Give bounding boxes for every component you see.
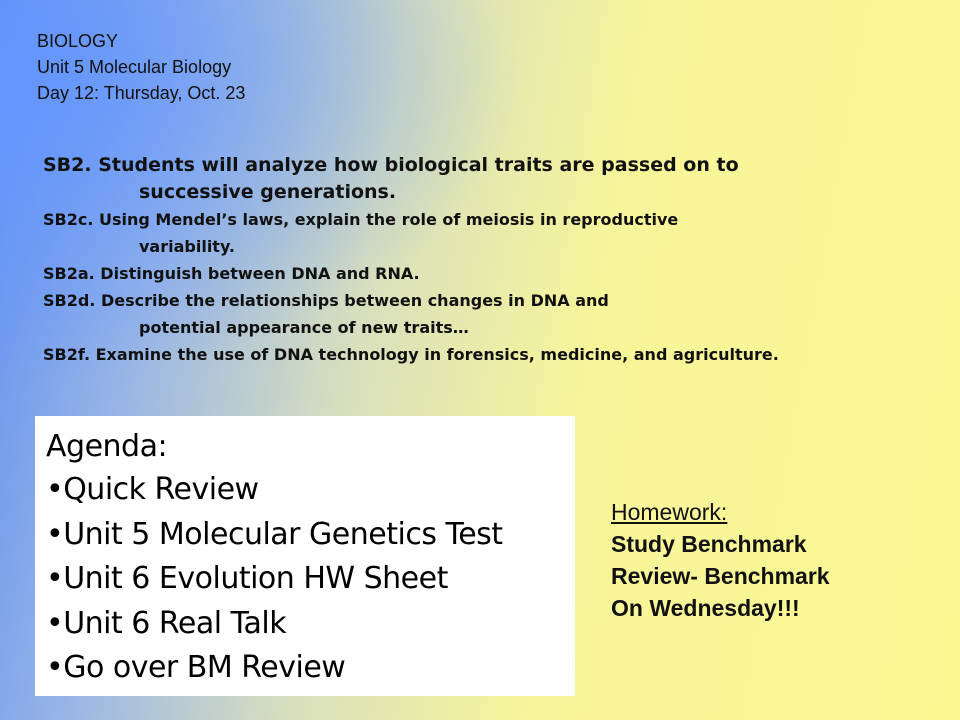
standard-sb2a — [43, 260, 960, 287]
standard-line: SB2. Students will analyze how biological traits are passed on to — [43, 154, 739, 176]
standard-continuation: variability. — [139, 237, 235, 256]
standard-continuation: successive generations. — [139, 181, 397, 203]
agenda-title: Agenda: — [46, 429, 168, 464]
subject-label: BIOLOGY — [37, 31, 119, 51]
agenda-item: •Unit 5 Molecular Genetics Test — [46, 516, 503, 552]
homework-line: On Wednesday!!! — [611, 595, 800, 621]
standard-continuation: potential appearance of new traits… — [139, 318, 469, 337]
unit-label: Unit 5 Molecular Biology — [37, 57, 232, 77]
standard-sb2d — [43, 287, 960, 341]
homework-line: Study Benchmark — [611, 531, 807, 557]
standard-sb2c — [43, 206, 960, 260]
agenda-item: •Unit 6 Evolution HW Sheet — [46, 561, 448, 596]
homework-label: Homework: — [611, 499, 728, 525]
standards-list — [43, 152, 960, 368]
standard-sb2 — [43, 152, 960, 206]
standard-line: SB2f. Examine the use of DNA technology in forensics, medicine, and agriculture. — [43, 345, 779, 364]
day-label: Day 12: Thursday, Oct. 23 — [37, 83, 246, 103]
standard-line: SB2d. Describe the relationships between changes in DNA and — [43, 291, 609, 310]
homework-line: Review- Benchmark — [611, 563, 830, 589]
agenda-item: •Quick Review — [46, 472, 259, 507]
slide-header — [37, 28, 245, 106]
agenda-item: •Go over BM Review — [46, 650, 346, 685]
agenda-box — [35, 416, 575, 696]
homework-panel — [611, 496, 830, 624]
standard-sb2f — [43, 341, 960, 368]
standard-line: SB2a. Distinguish between DNA and RNA. — [43, 264, 420, 283]
agenda-item: •Unit 6 Real Talk — [46, 605, 287, 641]
standard-line: SB2c. Using Mendel’s laws, explain the role of meiosis in reproductive — [43, 210, 679, 229]
